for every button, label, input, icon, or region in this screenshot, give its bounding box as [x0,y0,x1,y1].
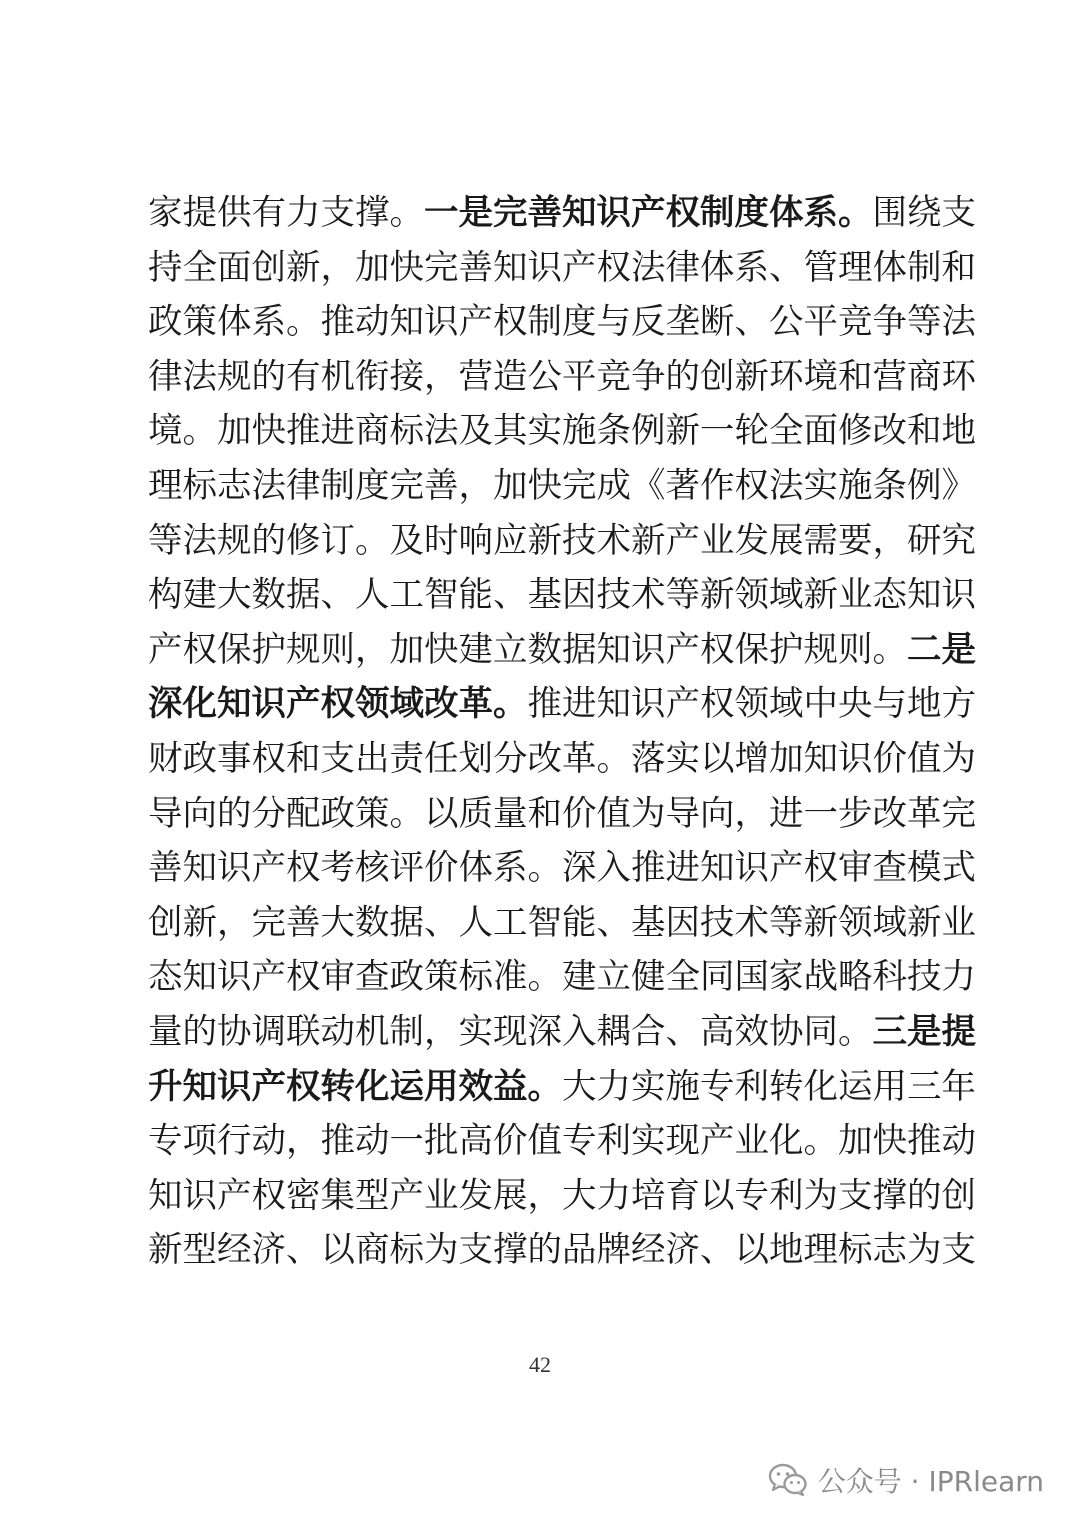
text-segment: 理标志法律制度完善，加快完成《著作权法实施条例》 [148,465,976,506]
text-line [148,896,976,951]
text-line [148,241,976,296]
text-segment: 财政事权和支出责任划分改革。落实以增加知识价值为 [148,738,976,779]
text-segment: 律法规的有机衔接，营造公平竞争的创新环境和营商环 [148,356,976,397]
bold-heading-text: 三是提 [872,1011,976,1052]
text-line [148,350,976,405]
text-line [148,295,976,350]
text-line [148,787,976,842]
text-line [148,404,976,459]
text-line [148,1005,976,1060]
text-segment: 围绕支 [872,193,976,233]
text-segment: 大力实施专利转化运用三年 [562,1066,976,1107]
text-segment: 构建大数据、人工智能、基因技术等新领域新业态知识 [148,575,976,616]
body-text [148,186,976,1278]
text-segment: 产权保护规则，加快建立数据知识产权保护规则。 [148,629,907,670]
text-segment: 持全面创新，加快完善知识产权法律体系、管理体制和 [148,247,976,288]
text-line [148,1169,976,1224]
text-line [148,950,976,1005]
text-segment: 新型经济、以商标为支撑的品牌经济、以地理标志为支 [148,1230,976,1271]
text-segment: 量的协调联动机制，实现深入耦合、高效协同。 [148,1011,873,1052]
text-segment: 导向的分配政策。以质量和价值为导向，进一步改革完 [148,793,976,834]
wechat-icon [768,1463,808,1497]
text-line [148,841,976,896]
text-line [148,677,976,732]
text-line [148,1060,976,1115]
page-number: 42 [529,1352,551,1377]
text-line [148,732,976,787]
watermark-text: 公众号 · IPRlearn [817,1465,1044,1498]
text-segment: 善知识产权考核评价体系。深入推进知识产权审查模式 [148,848,976,889]
text-segment: 推进知识产权领域中央与地方 [527,684,976,725]
text-segment: 政策体系。推动知识产权制度与反垄断、公平竞争等法 [148,302,976,343]
text-line [148,1223,976,1278]
watermark [768,1456,1044,1504]
text-line [148,568,976,623]
bold-heading-text: 一是完善知识产权制度体系。 [424,193,873,233]
text-segment: 创新，完善大数据、人工智能、基因技术等新领域新业 [148,902,976,943]
text-segment: 家提供有力支撑。 [148,193,424,233]
bold-heading-text: 升知识产权转化运用效益。 [148,1066,562,1107]
text-line [148,459,976,514]
text-segment: 态知识产权审查政策标准。建立健全同国家战略科技力 [148,957,976,998]
text-segment: 境。加快推进商标法及其实施条例新一轮全面修改和地 [148,411,976,452]
bold-heading-text: 深化知识产权领域改革。 [148,684,528,725]
text-segment: 等法规的修订。及时响应新技术新产业发展需要，研究 [148,520,976,561]
text-line [148,1114,976,1169]
text-line [148,186,976,241]
bold-heading-text: 二是 [907,629,976,670]
text-line [148,514,976,569]
text-segment: 专项行动，推动一批高价值专利实现产业化。加快推动 [148,1121,976,1162]
text-segment: 知识产权密集型产业发展，大力培育以专利为支撑的创 [148,1175,976,1216]
text-line [148,623,976,678]
